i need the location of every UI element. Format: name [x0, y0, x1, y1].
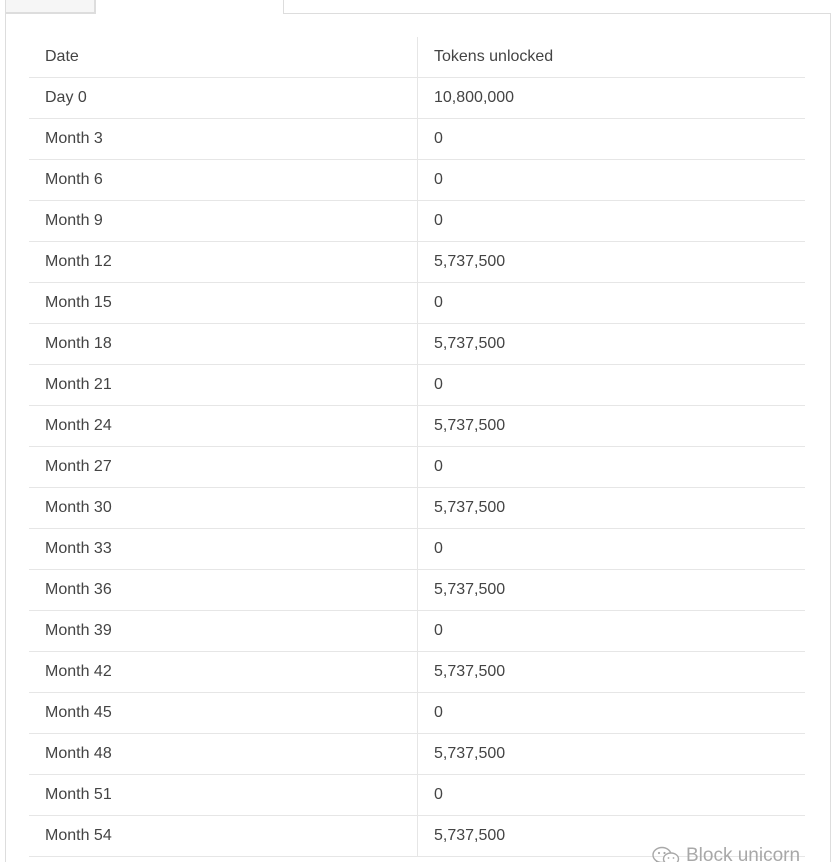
cell-tokens: 5,737,500 — [418, 816, 806, 857]
cell-tokens: 0 — [418, 119, 806, 160]
table-row — [29, 201, 805, 242]
table-row — [29, 365, 805, 406]
cell-date: Month 9 — [29, 201, 418, 242]
cell-tokens: 5,737,500 — [418, 570, 806, 611]
table-row — [29, 488, 805, 529]
cell-tokens: 0 — [418, 611, 806, 652]
cell-date: Month 27 — [29, 447, 418, 488]
cell-date: Month 24 — [29, 406, 418, 447]
header-date: Date — [29, 37, 418, 78]
watermark-text: Block unicorn — [686, 845, 801, 862]
cell-tokens: 0 — [418, 529, 806, 570]
cell-date: Month 48 — [29, 734, 418, 775]
cell-date: Month 21 — [29, 365, 418, 406]
table-row — [29, 529, 805, 570]
cell-date: Month 42 — [29, 652, 418, 693]
cell-date: Month 30 — [29, 488, 418, 529]
cell-date: Month 39 — [29, 611, 418, 652]
table-row — [29, 160, 805, 201]
token-unlock-table — [29, 37, 805, 857]
table-row — [29, 570, 805, 611]
table-row — [29, 283, 805, 324]
cell-date: Month 33 — [29, 529, 418, 570]
table-row — [29, 611, 805, 652]
table-row — [29, 447, 805, 488]
table-row — [29, 119, 805, 160]
table-header-row — [29, 37, 805, 78]
header-tokens-unlocked: Tokens unlocked — [418, 37, 806, 78]
wechat-icon — [652, 845, 680, 862]
cell-date: Month 45 — [29, 693, 418, 734]
cell-date: Month 12 — [29, 242, 418, 283]
cell-date: Month 36 — [29, 570, 418, 611]
tab-inactive[interactable] — [5, 0, 95, 13]
cell-tokens: 0 — [418, 775, 806, 816]
cell-date: Month 51 — [29, 775, 418, 816]
cell-tokens: 10,800,000 — [418, 78, 806, 119]
cell-date: Day 0 — [29, 78, 418, 119]
cell-tokens: 5,737,500 — [418, 242, 806, 283]
cell-date: Month 6 — [29, 160, 418, 201]
table-row — [29, 78, 805, 119]
cell-tokens: 5,737,500 — [418, 488, 806, 529]
cell-tokens: 5,737,500 — [418, 406, 806, 447]
cell-date: Month 3 — [29, 119, 418, 160]
table-row — [29, 406, 805, 447]
cell-date: Month 15 — [29, 283, 418, 324]
cell-tokens: 0 — [418, 201, 806, 242]
cell-tokens: 5,737,500 — [418, 652, 806, 693]
cell-date: Month 54 — [29, 816, 418, 857]
table-row — [29, 324, 805, 365]
cell-tokens: 0 — [418, 365, 806, 406]
cell-tokens: 0 — [418, 447, 806, 488]
watermark — [652, 845, 832, 862]
cell-date: Month 18 — [29, 324, 418, 365]
tab-active[interactable] — [95, 0, 284, 14]
table-row — [29, 693, 805, 734]
cell-tokens: 5,737,500 — [418, 734, 806, 775]
cell-tokens: 0 — [418, 160, 806, 201]
cell-tokens: 0 — [418, 693, 806, 734]
table-row — [29, 242, 805, 283]
table-row — [29, 734, 805, 775]
table-row — [29, 652, 805, 693]
table-row — [29, 775, 805, 816]
cell-tokens: 5,737,500 — [418, 324, 806, 365]
tab-panel — [5, 13, 831, 862]
cell-tokens: 0 — [418, 283, 806, 324]
